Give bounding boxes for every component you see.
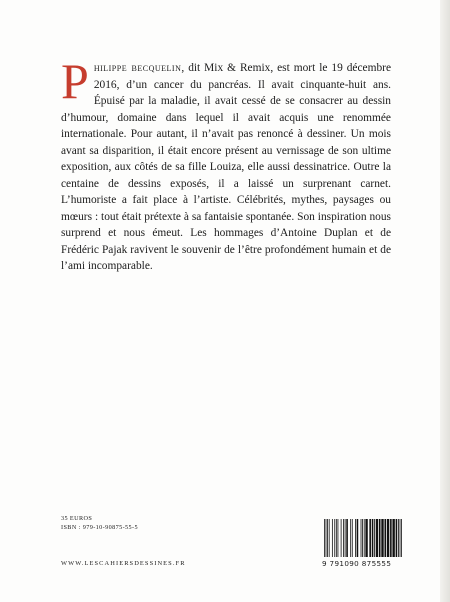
blurb-text: , dit Mix & Remix, est mort le 19 décembre 2016, d’un cancer du pancréas. Il avait cinquante-huit ans. Épuisé par la maladie, il avait cessé de se consacrer au dessin d’humour, domaine dans lequel il avait acquis une renommée internationale. Pour autant, il n’avait pas renoncé à dessiner. Un mois avant sa disparition, il était encore présent au vernissage de son ultime exposition, aux côtés de sa fille Louiza, elle aussi dessinatrice. Outre la centaine de dessins exposés, il a laissé un surprenant carnet. L’humoriste a fait place à l’artiste. Célébrités, mythes, paysages ou mœurs : tout était prétexte à sa fantaisie spontanée. Son inspiration nous surprend et nous émeut. Les hommages d’Antoine Duplan et de Frédéric Pajak ravivent le souvenir de l’être profondément humain et de l’ami incomparable.: [61, 62, 392, 272]
blurb-paragraph: [61, 53, 392, 275]
barcode-bar: [400, 519, 401, 557]
barcode-bar: [355, 519, 356, 557]
barcode-digits: 9 791090 875555: [322, 559, 392, 568]
barcode-bar: [396, 519, 398, 557]
barcode-bar: [329, 519, 330, 557]
barcode-bar: [345, 519, 346, 557]
barcode-bar: [324, 519, 325, 557]
barcode-bar: [379, 519, 381, 557]
barcode-bar: [364, 519, 365, 557]
price-text: 35 EUROS: [61, 515, 93, 522]
barcode-bar: [374, 519, 375, 557]
website-url: WWW.LESCAHIERSDESSINES.FR: [61, 560, 186, 567]
barcode-bar: [362, 519, 363, 557]
price-isbn-block: [61, 514, 138, 532]
barcode-bar: [343, 519, 344, 557]
barcode-bar: [350, 519, 351, 557]
barcode-bar: [387, 519, 389, 557]
barcode-bar: [338, 519, 339, 557]
barcode-bar: [334, 519, 335, 557]
barcode-bar: [401, 519, 402, 557]
barcode-bar: [392, 519, 394, 557]
barcode-bar: [365, 519, 367, 557]
barcode-bar: [357, 519, 359, 557]
barcode-bar: [332, 519, 333, 557]
barcode-bar: [326, 519, 327, 557]
barcode-bars: [323, 519, 403, 559]
barcode-bar: [390, 519, 392, 557]
barcode-bar: [327, 519, 328, 557]
barcode-bar: [376, 519, 378, 557]
barcode-bar: [352, 519, 353, 557]
barcode-bar: [381, 519, 383, 557]
barcode-bar: [398, 519, 399, 557]
barcode-bar: [369, 519, 371, 557]
barcode-bar: [346, 519, 348, 557]
barcode-bar: [336, 519, 337, 557]
barcode-bar: [384, 519, 386, 557]
page-edge: [440, 0, 450, 602]
author-name: hilippe becquelin: [93, 62, 182, 74]
isbn-text: ISBN : 979-10-90875-55-5: [61, 524, 138, 531]
barcode-bar: [372, 519, 374, 557]
drop-cap: P: [61, 53, 89, 109]
barcode-bar: [341, 519, 342, 557]
barcode-bar: [361, 519, 362, 557]
